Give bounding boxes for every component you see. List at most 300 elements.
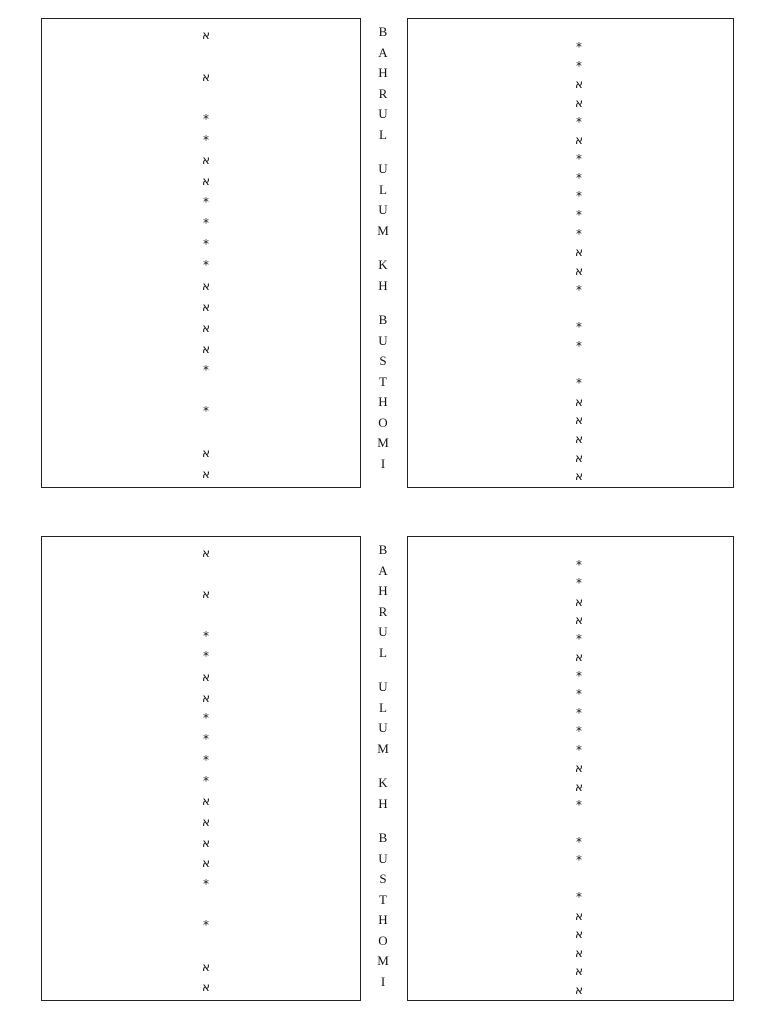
row-text-left-col (50, 318, 188, 338)
text-row (42, 708, 360, 728)
row-text-right-col (226, 791, 354, 811)
alef-marker-icon: א (574, 469, 584, 484)
row-text-left-col (423, 205, 561, 225)
row-text-left-col (423, 832, 561, 852)
row-text-left-col (423, 629, 561, 649)
alef-marker-icon: א (201, 690, 211, 705)
empty-marker (195, 46, 217, 66)
text-row (408, 758, 733, 778)
panel-title (408, 21, 733, 35)
row-text-left-col (423, 280, 561, 300)
text-row (42, 380, 360, 400)
row-text-right-col (599, 298, 727, 318)
text-row (408, 721, 733, 741)
text-row (408, 410, 733, 430)
row-text-right-col (226, 895, 354, 915)
text-row (42, 543, 360, 563)
text-row (408, 186, 733, 206)
vertical-letter: U (378, 161, 388, 176)
vertical-letter: K (378, 775, 388, 790)
row-text-right-col (226, 626, 354, 646)
star-marker-icon: * (576, 40, 582, 54)
alef-marker-icon: א (201, 794, 211, 809)
row-text-right-col (599, 592, 727, 612)
text-row (42, 564, 360, 584)
star-marker-icon: * (576, 114, 582, 129)
row-text-left-col (50, 109, 188, 129)
row-text-right-col (599, 813, 727, 833)
row-text-left-col (423, 93, 561, 113)
vertical-letter: L (379, 644, 387, 660)
empty-marker (568, 298, 590, 318)
row-text-right-col (599, 37, 727, 57)
text-row (42, 339, 360, 359)
row-text-right-col (226, 443, 354, 463)
row-text-left-col (50, 443, 188, 463)
row-text-right-col (599, 112, 727, 132)
star-marker-icon: * (203, 237, 209, 252)
text-row (408, 392, 733, 412)
row-text-right-col (226, 150, 354, 170)
row-text-right-col (599, 777, 727, 797)
text-row (42, 213, 360, 233)
alef-marker-icon: א (201, 320, 211, 335)
row-text-right-col (599, 869, 727, 889)
alef-marker-icon: א (574, 650, 584, 665)
star-marker-icon: * (576, 189, 582, 204)
row-text-right-col (226, 401, 354, 421)
row-text-right-col (599, 573, 727, 593)
row-text-left-col (423, 37, 561, 57)
row-text-left-col (423, 224, 561, 244)
row-text-left-col (423, 298, 561, 318)
row-text-right-col (599, 961, 727, 981)
row-text-left-col (423, 573, 561, 593)
row-text-right-col (226, 812, 354, 832)
text-row (42, 255, 360, 275)
row-text-right-col (226, 464, 354, 484)
alef-marker-icon: א (201, 980, 211, 995)
alef-marker-icon: א (201, 28, 211, 42)
row-text-left-col (423, 410, 561, 430)
row-text-left-col (423, 74, 561, 94)
alef-marker-icon: א (574, 613, 584, 628)
row-text-left-col (50, 667, 188, 687)
row-text-right-col (599, 647, 727, 667)
row-text-right-col (226, 171, 354, 191)
row-text-left-col (423, 186, 561, 206)
row-text-right-col (599, 186, 727, 206)
star-marker-icon: * (576, 226, 582, 241)
row-text-left-col (50, 688, 188, 708)
star-marker-icon: * (576, 742, 582, 757)
row-text-right-col (226, 46, 354, 66)
vertical-letter: U (378, 850, 388, 866)
row-text-left-col (423, 317, 561, 337)
vertical-letter: H (378, 277, 388, 293)
alef-marker-icon: א (574, 982, 584, 997)
row-text-left-col (423, 149, 561, 169)
text-row (408, 93, 733, 113)
right-panel-bottom (407, 536, 734, 1001)
star-marker-icon: * (576, 853, 582, 868)
star-marker-icon: * (203, 362, 209, 377)
row-text-left-col (423, 703, 561, 723)
row-text-left-col (423, 721, 561, 741)
row-text-right-col (599, 721, 727, 741)
text-row (42, 276, 360, 296)
row-text-right-col (226, 729, 354, 749)
text-row (42, 150, 360, 170)
star-marker-icon: * (203, 628, 209, 643)
star-marker-icon: * (576, 376, 582, 390)
vertical-letter: H (378, 65, 388, 80)
row-text-right-col (599, 149, 727, 169)
row-text-right-col (599, 280, 727, 300)
star-marker-icon: * (576, 320, 582, 334)
row-text-right-col (599, 795, 727, 815)
vertical-letter: O (378, 414, 388, 430)
row-text-left-col (50, 646, 188, 666)
row-text-right-col (599, 943, 727, 963)
row-text-left-col (50, 708, 188, 728)
star-marker-icon: * (203, 876, 209, 891)
text-row (42, 957, 360, 977)
text-row (42, 234, 360, 254)
row-text-left-col (423, 684, 561, 704)
text-row (42, 171, 360, 191)
row-text-left-col (50, 171, 188, 191)
text-row (408, 56, 733, 76)
row-text-right-col (226, 67, 354, 87)
star-marker-icon: * (576, 338, 582, 353)
text-row (42, 833, 360, 853)
left-panel-bottom (41, 536, 361, 1001)
row-text-right-col (226, 380, 354, 400)
alef-marker-icon: א (574, 450, 584, 465)
row-text-right-col (599, 610, 727, 630)
vertical-letter: U (378, 720, 388, 735)
star-marker-icon: * (203, 132, 209, 147)
row-text-right-col (599, 392, 727, 412)
text-row (42, 318, 360, 338)
alef-marker-icon: א (201, 174, 211, 189)
text-row (408, 298, 733, 318)
star-marker-icon: * (576, 797, 582, 812)
vertical-letter: L (379, 126, 387, 142)
text-row (42, 729, 360, 749)
row-text-left-col (423, 448, 561, 468)
vertical-letter: O (378, 932, 388, 948)
row-text-left-col (50, 464, 188, 484)
text-row (408, 740, 733, 760)
alef-marker-icon: א (201, 467, 211, 482)
empty-marker (195, 564, 217, 584)
text-row (408, 573, 733, 593)
vertical-letter: M (377, 740, 389, 756)
row-text-left-col (423, 795, 561, 815)
row-text-right-col (226, 543, 354, 563)
text-row (408, 980, 733, 1000)
star-marker-icon: * (576, 208, 582, 222)
text-row (42, 401, 360, 421)
row-text-right-col (599, 317, 727, 337)
text-row (408, 448, 733, 468)
row-text-right-col (226, 750, 354, 770)
star-marker-icon: * (576, 631, 582, 646)
text-row (42, 667, 360, 687)
text-row (42, 109, 360, 129)
left-panel-top (41, 18, 361, 488)
star-marker-icon: * (203, 404, 209, 419)
empty-marker (195, 936, 217, 956)
right-panel-top (407, 18, 734, 488)
alef-marker-icon: א (574, 96, 584, 110)
text-row (42, 936, 360, 956)
panel-title (408, 539, 733, 553)
text-row (408, 224, 733, 244)
row-text-left-col (50, 339, 188, 359)
star-marker-icon: * (203, 732, 209, 747)
row-text-right-col (599, 850, 727, 870)
text-row (42, 853, 360, 873)
star-marker-icon: * (203, 711, 209, 726)
row-text-left-col (423, 924, 561, 944)
text-row (408, 205, 733, 225)
vertical-letter: L (379, 699, 387, 715)
row-text-left-col (50, 791, 188, 811)
text-row (42, 895, 360, 915)
alef-marker-icon: א (201, 69, 211, 84)
row-text-right-col (599, 980, 727, 1000)
row-text-right-col (599, 555, 727, 575)
alef-marker-icon: א (201, 835, 211, 850)
row-text-right-col (599, 466, 727, 486)
text-row (42, 750, 360, 770)
row-text-left-col (50, 626, 188, 646)
vertical-letter: M (377, 222, 389, 238)
row-text-left-col (423, 850, 561, 870)
row-text-right-col (599, 74, 727, 94)
row-text-right-col (226, 708, 354, 728)
text-row (42, 874, 360, 894)
row-text-right-col (599, 629, 727, 649)
vertical-letter: M (377, 953, 389, 968)
row-text-right-col (599, 56, 727, 76)
row-text-left-col (423, 887, 561, 907)
alef-marker-icon: א (201, 299, 211, 314)
vertical-letter: I (380, 455, 386, 471)
text-row (408, 887, 733, 907)
text-row (408, 336, 733, 356)
row-text-right-col (226, 957, 354, 977)
row-text-right-col (599, 429, 727, 449)
row-text-left-col (423, 961, 561, 981)
row-text-right-col (226, 255, 354, 275)
row-text-right-col (226, 88, 354, 108)
row-text-right-col (599, 93, 727, 113)
star-marker-icon: * (576, 668, 582, 683)
text-row (42, 791, 360, 811)
row-text-right-col (599, 354, 727, 374)
star-marker-icon: * (576, 687, 582, 702)
row-text-left-col (50, 977, 188, 997)
star-marker-icon: * (576, 152, 582, 166)
alef-marker-icon: א (201, 341, 211, 356)
text-row (408, 629, 733, 649)
vertical-letter: S (379, 871, 387, 886)
row-text-left-col (423, 429, 561, 449)
text-row (408, 684, 733, 704)
row-text-left-col (50, 192, 188, 212)
row-text-right-col (599, 703, 727, 723)
alef-marker-icon: א (574, 413, 584, 428)
row-text-left-col (50, 543, 188, 563)
row-text-left-col (423, 242, 561, 262)
row-text-left-col (50, 234, 188, 254)
row-text-left-col (423, 943, 561, 963)
row-text-right-col (226, 564, 354, 584)
text-row (42, 130, 360, 150)
star-marker-icon: * (203, 752, 209, 767)
text-row (408, 37, 733, 57)
row-text-right-col (226, 276, 354, 296)
alef-marker-icon: א (574, 927, 584, 942)
text-row (408, 149, 733, 169)
text-row (42, 915, 360, 935)
star-marker-icon: * (203, 773, 209, 788)
star-marker-icon: * (576, 834, 582, 849)
star-marker-icon: * (576, 58, 582, 73)
alef-marker-icon: א (574, 594, 584, 609)
row-text-right-col (599, 448, 727, 468)
text-row (42, 25, 360, 45)
alef-marker-icon: א (574, 133, 584, 148)
vertical-letter: A (378, 44, 388, 60)
alef-marker-icon: א (201, 153, 211, 168)
star-marker-icon: * (203, 649, 209, 664)
text-row (408, 832, 733, 852)
empty-marker (195, 605, 217, 625)
alef-marker-icon: א (574, 908, 584, 923)
row-text-left-col (50, 936, 188, 956)
row-text-right-col (226, 360, 354, 380)
row-text-left-col (50, 895, 188, 915)
row-text-right-col (226, 422, 354, 442)
text-row (42, 443, 360, 463)
text-row (408, 777, 733, 797)
vertical-letter: U (378, 202, 388, 217)
text-row (408, 813, 733, 833)
star-marker-icon: * (203, 195, 209, 210)
text-row (42, 688, 360, 708)
alef-marker-icon: א (201, 446, 211, 461)
row-text-left-col (50, 150, 188, 170)
row-text-left-col (50, 130, 188, 150)
star-marker-icon: * (576, 576, 582, 591)
row-text-right-col (226, 646, 354, 666)
row-text-left-col (423, 261, 561, 281)
row-text-right-col (226, 234, 354, 254)
row-text-right-col (226, 977, 354, 997)
text-row (408, 466, 733, 486)
vertical-letter: T (379, 891, 387, 907)
row-text-left-col (50, 771, 188, 791)
row-text-right-col (599, 205, 727, 225)
alef-marker-icon: א (201, 587, 211, 602)
row-text-right-col (599, 373, 727, 393)
text-row (408, 242, 733, 262)
text-row (408, 354, 733, 374)
row-text-left-col (423, 740, 561, 760)
row-text-right-col (226, 25, 354, 45)
vertical-letter: H (378, 795, 388, 811)
star-marker-icon: * (203, 216, 209, 231)
row-text-right-col (599, 130, 727, 150)
row-text-left-col (50, 276, 188, 296)
empty-marker (568, 869, 590, 889)
text-row (408, 906, 733, 926)
row-text-left-col (50, 297, 188, 317)
row-text-left-col (50, 605, 188, 625)
text-row (408, 869, 733, 889)
text-row (408, 261, 733, 281)
row-text-left-col (423, 336, 561, 356)
text-row (42, 812, 360, 832)
row-text-left-col (50, 750, 188, 770)
vertical-letter: A (378, 562, 388, 578)
row-text-left-col (50, 584, 188, 604)
row-text-right-col (226, 853, 354, 873)
alef-marker-icon: א (574, 964, 584, 979)
row-text-left-col (423, 466, 561, 486)
text-row (408, 850, 733, 870)
text-row (408, 555, 733, 575)
empty-marker (195, 88, 217, 108)
row-text-left-col (423, 869, 561, 889)
text-row (42, 88, 360, 108)
alef-marker-icon: א (201, 959, 211, 974)
star-marker-icon: * (203, 111, 209, 126)
text-row (408, 961, 733, 981)
row-text-left-col (423, 130, 561, 150)
row-text-right-col (226, 213, 354, 233)
row-text-left-col (423, 647, 561, 667)
row-text-left-col (423, 758, 561, 778)
row-text-right-col (226, 584, 354, 604)
vertical-letter: B (378, 830, 388, 845)
empty-marker (195, 895, 217, 915)
row-text-left-col (50, 422, 188, 442)
row-text-right-col (226, 915, 354, 935)
text-row (42, 67, 360, 87)
row-text-left-col (423, 906, 561, 926)
vertical-letter: B (378, 312, 388, 327)
row-text-left-col (50, 915, 188, 935)
empty-marker (195, 422, 217, 442)
alef-marker-icon: א (201, 278, 211, 293)
row-text-right-col (599, 740, 727, 760)
text-row (408, 795, 733, 815)
row-text-right-col (226, 833, 354, 853)
star-marker-icon: * (203, 918, 209, 933)
row-text-left-col (50, 25, 188, 45)
alef-marker-icon: א (201, 814, 211, 829)
vertical-letter: B (378, 24, 388, 39)
alef-marker-icon: א (574, 761, 584, 776)
row-text-left-col (423, 777, 561, 797)
row-text-right-col (599, 832, 727, 852)
